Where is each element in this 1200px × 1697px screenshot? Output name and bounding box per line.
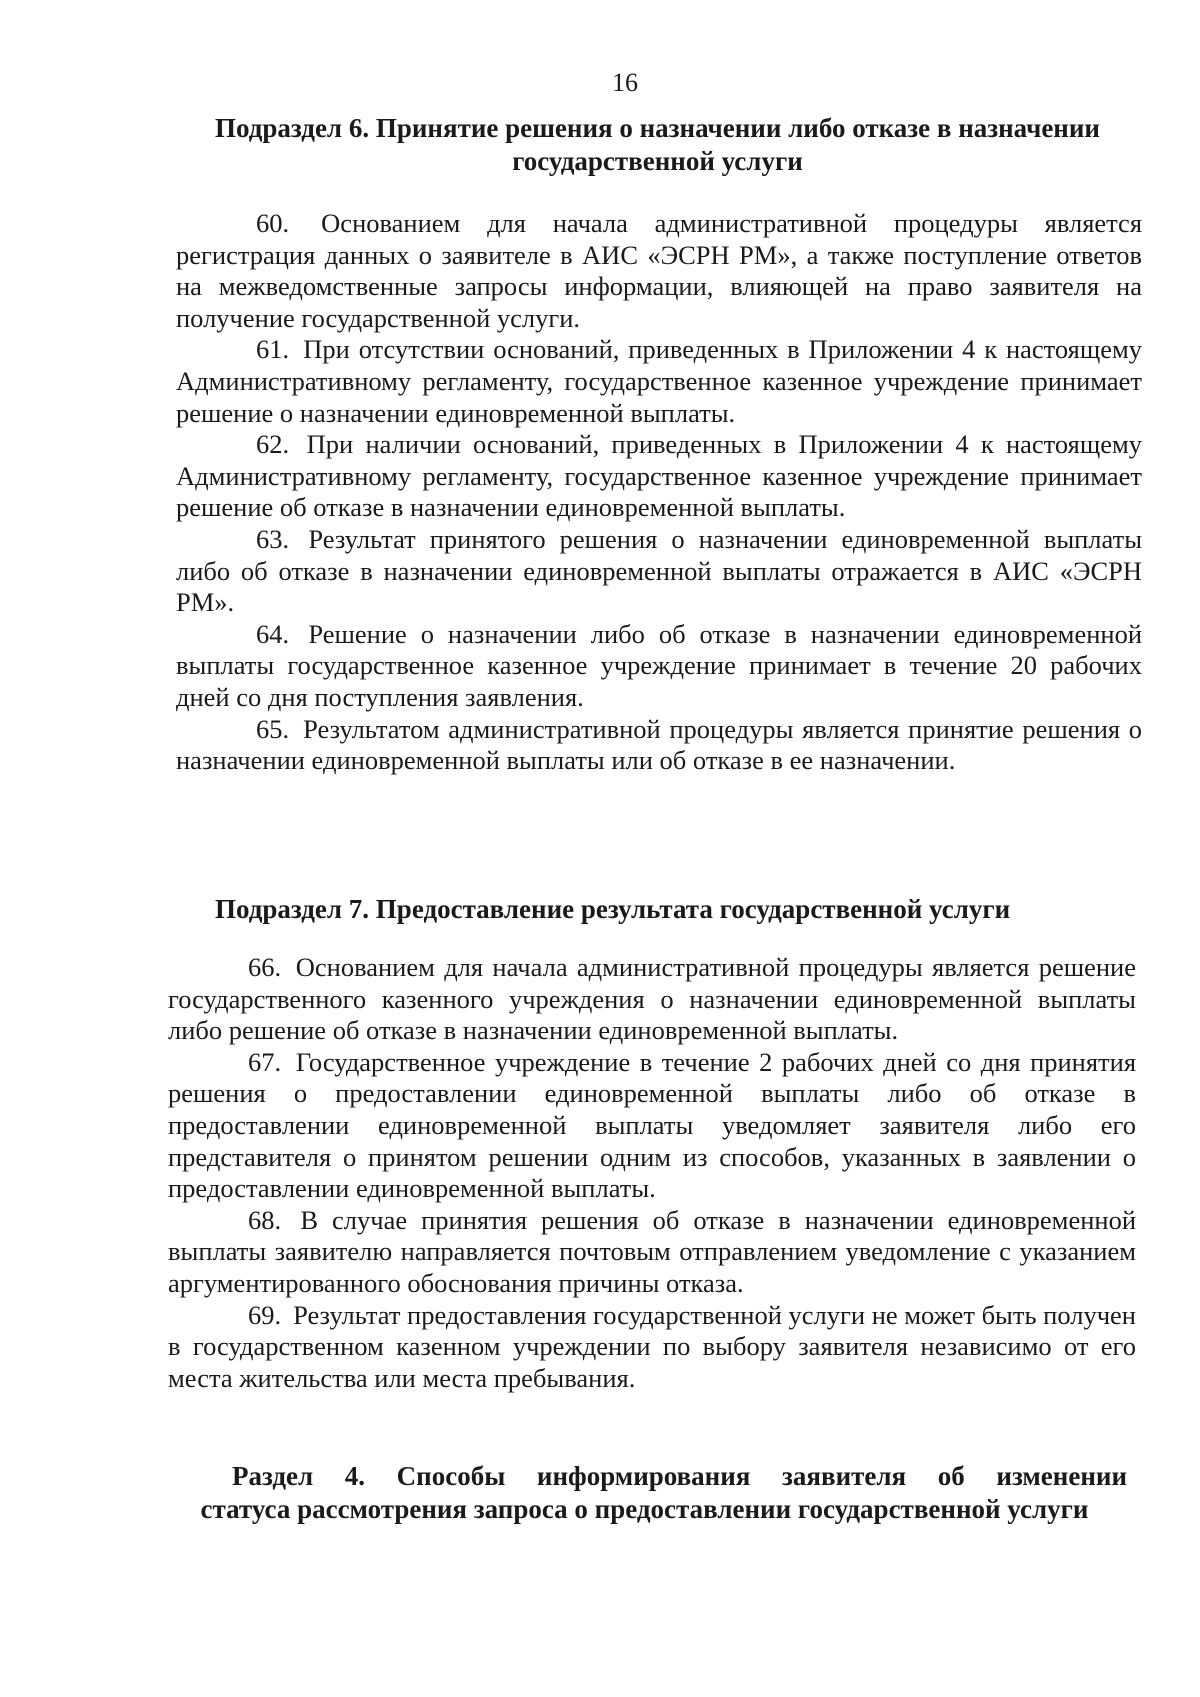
paragraph-64 (176, 619, 1142, 714)
paragraph-text: Результат принятого решения о назначении единовременной выплаты либо об отказе в назначении единовременной выплаты отражается в АИС «ЭСРН РМ». (176, 523, 1142, 618)
paragraph-number: 62. (256, 429, 290, 460)
paragraph-number: 60. (256, 208, 290, 238)
paragraph-text: Результат предоставления государственной услуги не может быть получен в государственном казенном учреждении по выбору заявителя независимо от его места жительства или места пребывания. (168, 1299, 1136, 1393)
paragraph-number: 69. (248, 1299, 282, 1330)
paragraph-number: 61. (256, 334, 290, 365)
page-number: 16 (612, 68, 638, 97)
paragraph-62 (176, 429, 1142, 524)
paragraph-66 (168, 952, 1136, 1047)
paragraph-text: Основанием для начала административной процедуры является регистрация данных о заявителе в АИС «ЭСРН РМ», а также поступление ответов на межведомственные запросы информации, влияющей на право заявителя на получение государственной услуги. (176, 208, 1143, 333)
subsection-7-body (168, 952, 1136, 1394)
section-4-title (162, 1460, 1127, 1526)
paragraph-number: 64. (256, 618, 290, 649)
section-4-title-line-2: статуса рассмотрения запроса о предоставлении государственной услуги (200, 1494, 1089, 1524)
paragraph-text: При отсутствии оснований, приведенных в Приложении 4 к настоящему Административному регламенту, государственное казенное учреждение принимает решение о назначении единовременной выплаты. (176, 334, 1143, 428)
paragraph-number: 68. (248, 1204, 282, 1235)
paragraph-number: 67. (248, 1046, 282, 1077)
paragraph-68 (168, 1205, 1136, 1300)
paragraph-text: Решение о назначении либо об отказе в назначении единовременной выплаты государственное казенное учреждение принимает в течение 20 рабочих дней со дня поступления заявления. (176, 618, 1143, 712)
subsection-6-title: Подраздел 6. Принятие решения о назначении либо отказе в назначении государственной услуги (215, 113, 1100, 176)
paragraph-67 (168, 1047, 1136, 1205)
paragraph-text: Результатом административной процедуры является принятие решения о назначении единовременной выплаты или об отказе в ее назначении. (176, 713, 1142, 776)
paragraph-60 (176, 208, 1142, 334)
subsection-6-body (176, 208, 1142, 777)
paragraph-number: 65. (256, 713, 290, 744)
paragraph-number: 66. (248, 952, 282, 982)
paragraph-text: Государственное учреждение в течение 2 рабочих дней со дня принятия решения о предоставлении единовременной выплаты либо об отказе в предоставлении единовременной выплаты уведомляет заявителя либо его представителя о принятом решении одним из способов, указанных в заявлении о предоставлении единовременной выплаты. (168, 1046, 1137, 1204)
subsection-7-title: Подраздел 7. Предоставление результата государственной услуги (215, 894, 1011, 924)
paragraph-text: Основанием для начала административной процедуры является решение государственного казенного учреждения о назначении единовременной выплаты либо решение об отказе в назначении единовременной выплаты. (168, 952, 1136, 1046)
paragraph-65 (176, 714, 1142, 777)
paragraph-61 (176, 334, 1142, 429)
section-4-title-line-1: Раздел 4. Способы информирования заявителя об изменении (232, 1461, 1127, 1491)
paragraph-text: В случае принятия решения об отказе в назначении единовременной выплаты заявителю направляется почтовым отправлением уведомление с указанием аргументированного обоснования причины отказа. (168, 1204, 1136, 1298)
paragraph-number: 63. (256, 523, 290, 554)
paragraph-69 (168, 1300, 1136, 1395)
paragraph-text: При наличии оснований, приведенных в Приложении 4 к настоящему Административному регламенту, государственное казенное учреждение принимает решение об отказе в назначении единовременной выплаты. (176, 429, 1143, 523)
paragraph-63 (176, 524, 1142, 619)
